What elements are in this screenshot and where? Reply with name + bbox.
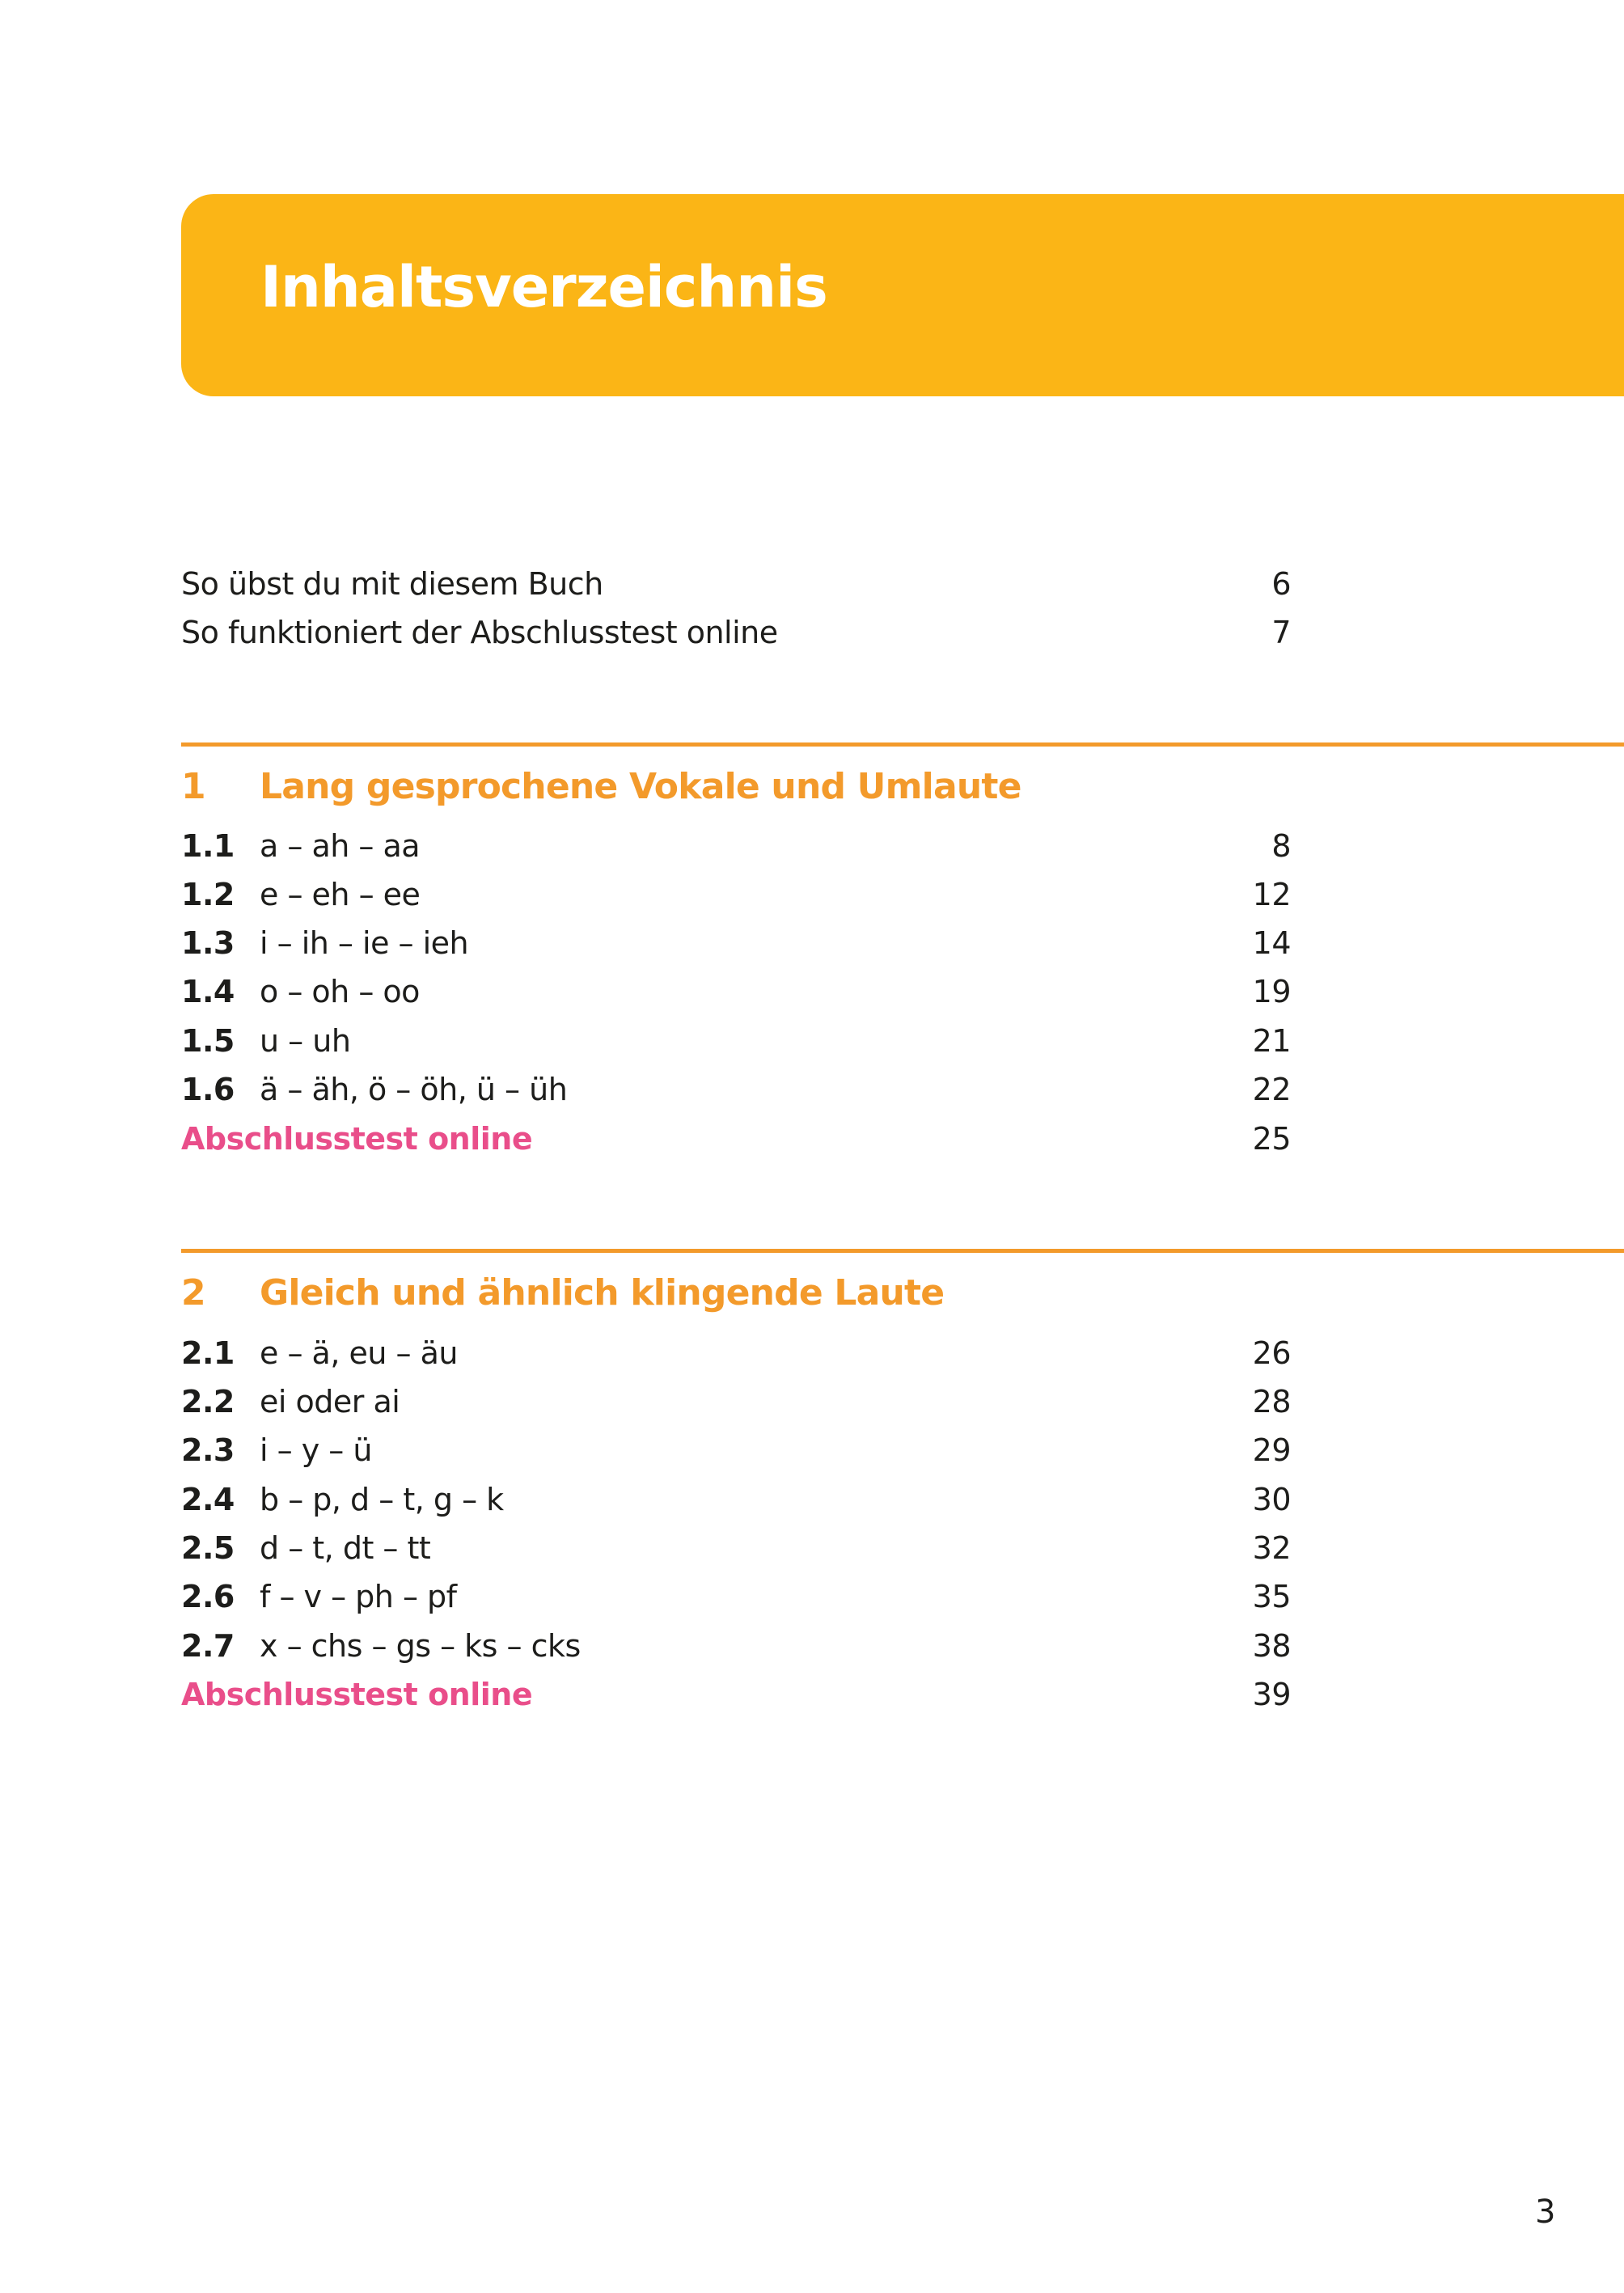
toc-entry-label: e – ä, eu – äu (260, 1335, 458, 1371)
toc-entry-number: 1.5 (181, 1023, 235, 1059)
chapter-1-divider (181, 742, 1624, 747)
toc-entry-page: 6 (1271, 566, 1291, 602)
toc-entry-1-5[interactable] (181, 1017, 1291, 1065)
toc-entry-page: 32 (1252, 1530, 1291, 1566)
chapter-2-divider (181, 1249, 1624, 1253)
toc-entry-1-4[interactable] (181, 967, 1291, 1016)
toc-entry-number: 2.2 (181, 1384, 235, 1419)
toc-entry-page: 30 (1252, 1482, 1291, 1517)
toc-entry-number: 1.1 (181, 828, 235, 864)
toc-entry-label: o – oh – oo (260, 974, 420, 1009)
page-title: Inhaltsverzeichnis (260, 254, 827, 320)
abschlusstest-link[interactable]: Abschlusstest online (181, 1121, 533, 1157)
toc-entry-intro-2[interactable] (181, 608, 1291, 657)
toc-entry-label: u – uh (260, 1023, 351, 1059)
toc-entry-page: 28 (1252, 1384, 1291, 1419)
toc-entry-page: 26 (1252, 1335, 1291, 1371)
chapter-2-heading[interactable] (181, 1264, 944, 1321)
toc-entry-2-5[interactable] (181, 1524, 1291, 1572)
toc-entry-2-6[interactable] (181, 1572, 1291, 1621)
toc-entry-label: b – p, d – t, g – k (260, 1482, 504, 1517)
toc-entry-page: 25 (1252, 1121, 1291, 1157)
toc-entry-label: ei oder ai (260, 1384, 400, 1419)
toc-entry-1-2[interactable] (181, 870, 1291, 919)
toc-entry-1-1[interactable] (181, 822, 1291, 870)
toc-entry-number: 2.3 (181, 1432, 235, 1468)
toc-entry-intro-1[interactable] (181, 560, 1291, 608)
toc-entry-2-2[interactable] (181, 1377, 1291, 1426)
toc-entry-2-test[interactable] (181, 1670, 1291, 1719)
abschlusstest-link[interactable]: Abschlusstest online (181, 1677, 533, 1712)
chapter-title: Gleich und ähnlich klingende Laute (260, 1271, 945, 1314)
toc-entry-page: 14 (1252, 925, 1291, 961)
toc-entry-1-3[interactable] (181, 919, 1291, 967)
page-number: 3 (1535, 2194, 1556, 2231)
toc-entry-number: 1.4 (181, 974, 235, 1009)
toc-entry-label: ä – äh, ö – öh, ü – üh (260, 1072, 568, 1107)
toc-entry-page: 7 (1271, 615, 1291, 650)
toc-entry-1-test[interactable] (181, 1115, 1291, 1163)
toc-entry-page: 8 (1271, 828, 1291, 864)
toc-entry-2-1[interactable] (181, 1329, 1291, 1377)
toc-entry-label: e – eh – ee (260, 877, 421, 912)
toc-entry-1-6[interactable] (181, 1065, 1291, 1114)
toc-entry-label: a – ah – aa (260, 828, 421, 864)
toc-entry-page: 38 (1252, 1628, 1291, 1664)
toc-entry-label: So funktioniert der Abschlusstest online (181, 615, 778, 650)
chapter-title: Lang gesprochene Vokale und Umlaute (260, 765, 1021, 807)
toc-entry-page: 39 (1252, 1677, 1291, 1712)
chapter-number: 2 (181, 1271, 205, 1314)
toc-entry-2-4[interactable] (181, 1475, 1291, 1524)
toc-entry-number: 2.4 (181, 1482, 235, 1517)
toc-entry-label: d – t, dt – tt (260, 1530, 431, 1566)
toc-entry-number: 2.7 (181, 1628, 235, 1664)
toc-entry-page: 12 (1252, 877, 1291, 912)
toc-entry-number: 2.1 (181, 1335, 235, 1371)
toc-entry-label: i – y – ü (260, 1432, 372, 1468)
toc-entry-label: i – ih – ie – ieh (260, 925, 469, 961)
toc-entry-label: f – v – ph – pf (260, 1579, 457, 1614)
title-banner (181, 194, 1624, 396)
toc-entry-number: 1.6 (181, 1072, 235, 1107)
toc-entry-number: 1.3 (181, 925, 235, 961)
toc-entry-page: 21 (1252, 1023, 1291, 1059)
toc-entry-number: 2.5 (181, 1530, 235, 1566)
toc-entry-page: 29 (1252, 1432, 1291, 1468)
toc-entry-label: So übst du mit diesem Buch (181, 566, 603, 602)
toc-entry-2-7[interactable] (181, 1622, 1291, 1670)
chapter-1-heading[interactable] (181, 758, 1021, 814)
toc-entry-page: 19 (1252, 974, 1291, 1009)
toc-entry-label: x – chs – gs – ks – cks (260, 1628, 581, 1664)
toc-entry-number: 2.6 (181, 1579, 235, 1614)
toc-entry-page: 35 (1252, 1579, 1291, 1614)
toc-entry-2-3[interactable] (181, 1426, 1291, 1474)
toc-entry-number: 1.2 (181, 877, 235, 912)
chapter-number: 1 (181, 765, 205, 807)
toc-entry-page: 22 (1252, 1072, 1291, 1107)
